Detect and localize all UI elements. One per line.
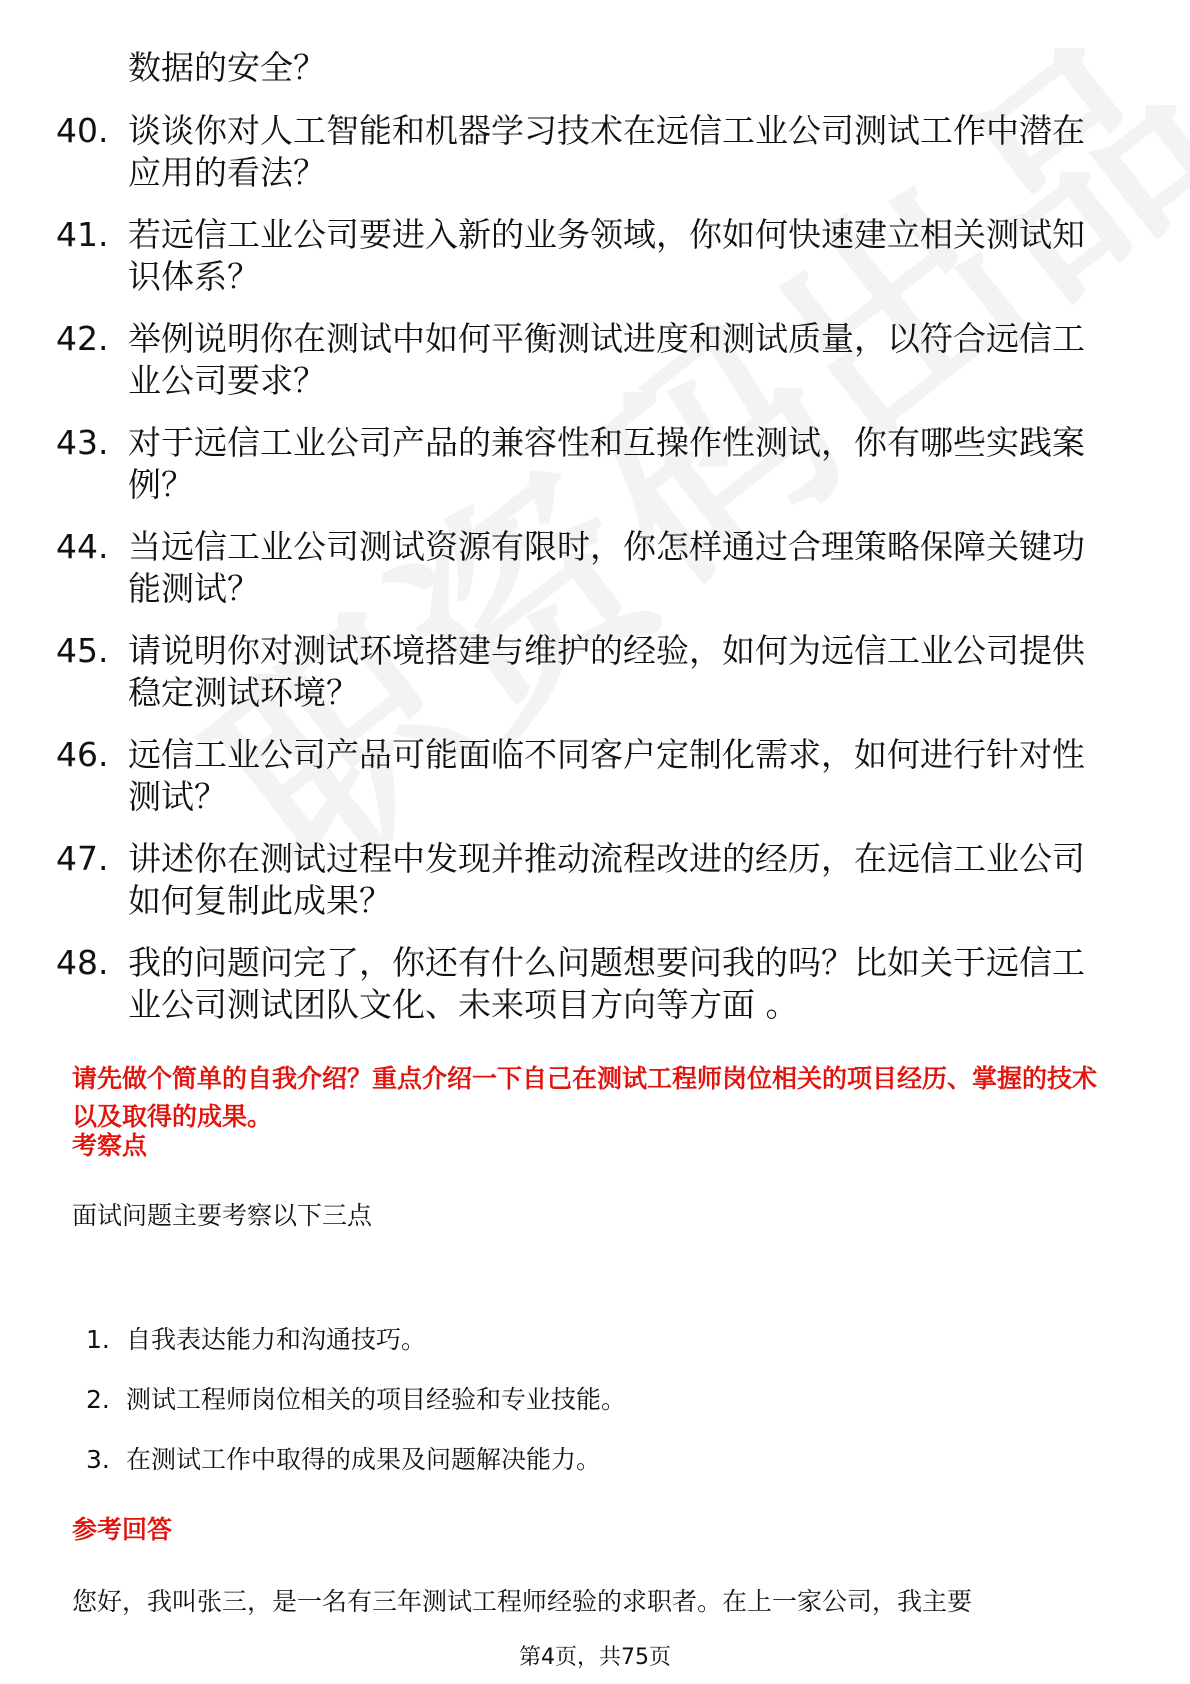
list-item-number: 3. (86, 1445, 110, 1474)
list-item (86, 1442, 626, 1478)
question-item (56, 630, 1096, 714)
question-text: 谈谈你对人工智能和机器学习技术在远信工业公司测试工作中潜在应用的看法？ (128, 111, 1085, 192)
list-item-text: 自我表达能力和沟通技巧。 (126, 1325, 427, 1354)
question-text: 讲述你在测试过程中发现并推动流程改进的经历，在远信工业公司如何复制此成果？ (128, 839, 1085, 920)
assessment-heading: 考察点 (72, 1131, 148, 1160)
question-text: 对于远信工业公司产品的兼容性和互操作性测试，你有哪些实践案例？ (128, 423, 1085, 504)
highlighted-question: 请先做个简单的自我介绍？重点介绍一下自己在测试工程师岗位相关的项目经历、掌握的技术以及取得的成果。 (72, 1064, 1098, 1131)
list-item-number: 2. (86, 1385, 110, 1414)
assessment-intro: 面试问题主要考察以下三点 (72, 1201, 373, 1230)
list-item (86, 1322, 626, 1358)
question-number: 40. (56, 111, 109, 150)
list-item-text: 在测试工作中取得的成果及问题解决能力。 (126, 1445, 602, 1474)
question-item (56, 214, 1096, 298)
question-text: 我的问题问完了，你还有什么问题想要问我的吗？比如关于远信工业公司测试团队文化、未来项目方向等方面 。 (128, 943, 1085, 1024)
question-text: 举例说明你在测试中如何平衡测试进度和测试质量，以符合远信工业公司要求？ (128, 319, 1085, 400)
question-text: 当远信工业公司测试资源有限时，你怎样通过合理策略保障关键功能测试？ (128, 527, 1085, 608)
question-item (56, 838, 1096, 922)
question-list (56, 110, 1096, 1046)
question-item (56, 942, 1096, 1026)
question-text: 远信工业公司产品可能面临不同客户定制化需求，如何进行针对性测试？ (128, 735, 1085, 816)
page-footer: 第4页，共75页 (519, 1645, 671, 1670)
question-number: 46. (56, 735, 109, 774)
question-number: 45. (56, 631, 109, 670)
list-item (86, 1382, 626, 1418)
list-item-text: 测试工程师岗位相关的项目经验和专业技能。 (126, 1385, 627, 1414)
answer-text: 您好，我叫张三，是一名有三年测试工程师经验的求职者。在上一家公司，我主要 (72, 1587, 973, 1616)
answer-heading: 参考回答 (72, 1515, 173, 1544)
question-item (56, 734, 1096, 818)
question-text: 若远信工业公司要进入新的业务领域，你如何快速建立相关测试知识体系？ (128, 215, 1085, 296)
question-number: 42. (56, 319, 109, 358)
question-item (56, 110, 1096, 194)
continuation-line: 数据的安全？ (128, 48, 326, 87)
question-item (56, 318, 1096, 402)
question-text: 请说明你对测试环境搭建与维护的经验，如何为远信工业公司提供稳定测试环境？ (128, 631, 1085, 712)
question-item (56, 526, 1096, 610)
question-item (56, 422, 1096, 506)
question-number: 41. (56, 215, 109, 254)
list-item-number: 1. (86, 1325, 110, 1354)
question-number: 43. (56, 423, 109, 462)
assessment-list (86, 1322, 626, 1502)
question-number: 44. (56, 527, 109, 566)
question-number: 48. (56, 943, 109, 982)
question-number: 47. (56, 839, 109, 878)
